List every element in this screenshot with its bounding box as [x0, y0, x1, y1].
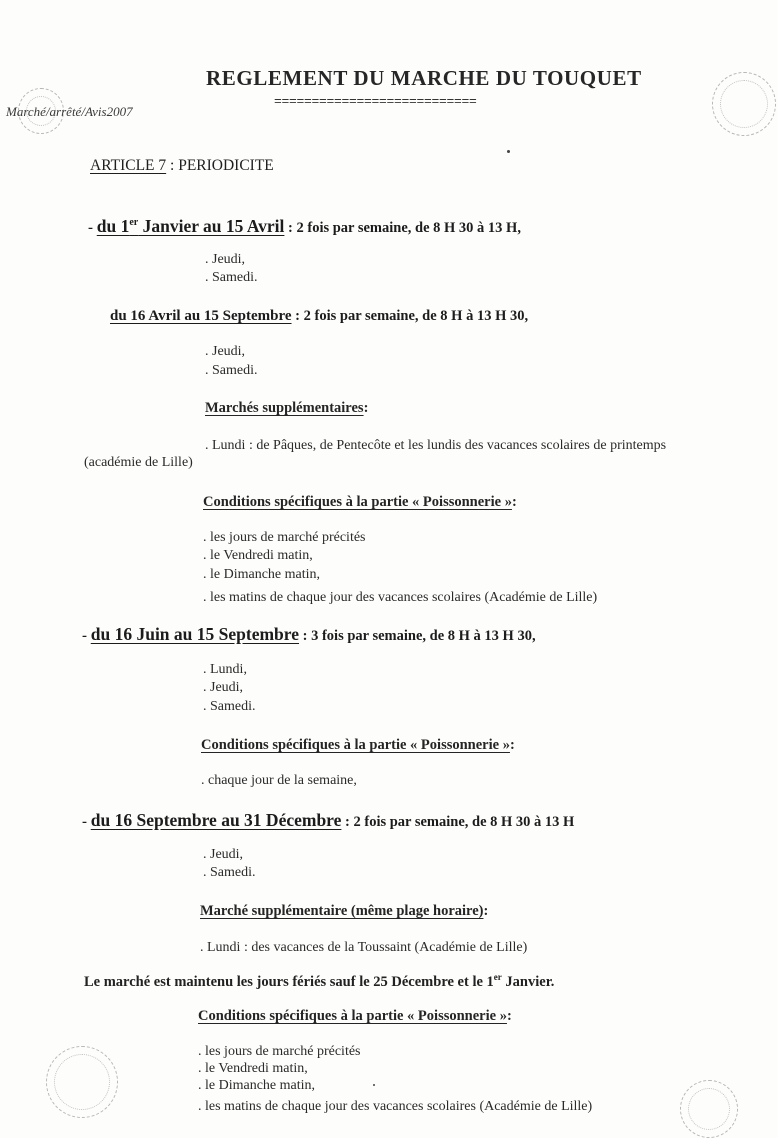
period-2-supplementary-line: . Lundi : de Pâques, de Pentecôte et les lundis des vacances scolaires de printemps — [205, 438, 667, 453]
article-heading: ARTICLE 7 : PERIODICITE — [90, 157, 274, 174]
period-3-day: . Samedi. — [203, 699, 256, 714]
official-stamp-top-right — [712, 72, 776, 136]
final-fish-item: . le Vendredi matin, — [198, 1061, 308, 1076]
period-2-heading: du 16 Avril au 15 Septembre : 2 fois par semaine, de 8 H à 13 H 30, — [110, 308, 529, 324]
period-1-day: . Samedi. — [205, 270, 258, 285]
final-fish-item: . le Dimanche matin, — [198, 1078, 316, 1093]
final-fish-item: . les matins de chaque jour des vacances scolaires (Académie de Lille) — [198, 1099, 593, 1114]
period-2-supplementary-heading: Marchés supplémentaires: — [205, 400, 369, 416]
title-underline-rule: =========================== — [274, 94, 477, 109]
document-reference: Marché/arrêté/Avis2007 — [6, 104, 133, 119]
period-4-day: . Jeudi, — [203, 847, 244, 862]
official-stamp-bottom-left — [46, 1046, 118, 1118]
period-4-heading: - du 16 Septembre au 31 Décembre : 2 fois par semaine, de 8 H 30 à 13 H — [82, 810, 575, 830]
scan-speck — [507, 150, 510, 153]
final-fish-heading: Conditions spécifiques à la partie « Poissonnerie »: — [198, 1008, 512, 1024]
period-4-day: . Samedi. — [203, 865, 256, 880]
period-2-supplementary-line: (académie de Lille) — [84, 455, 193, 470]
period-1-day: . Jeudi, — [205, 252, 246, 267]
page-title: REGLEMENT DU MARCHE DU TOUQUET — [206, 66, 642, 90]
period-3-day: . Jeudi, — [203, 680, 244, 695]
period-3-day: . Lundi, — [203, 662, 247, 677]
period-2-day: . Samedi. — [205, 363, 258, 378]
final-fish-item: . les jours de marché précités — [198, 1044, 361, 1059]
period-3-fish-item: . chaque jour de la semaine, — [201, 773, 357, 788]
period-2-fish-item: . les matins de chaque jour des vacances scolaires (Académie de Lille) — [203, 590, 598, 605]
period-3-heading: - du 16 Juin au 15 Septembre : 3 fois par semaine, de 8 H à 13 H 30, — [82, 624, 536, 644]
period-2-fish-item: . le Vendredi matin, — [203, 548, 313, 563]
period-3-fish-heading: Conditions spécifiques à la partie « Poissonnerie »: — [201, 737, 515, 753]
period-2-fish-heading: Conditions spécifiques à la partie « Poissonnerie »: — [203, 494, 517, 510]
period-2-fish-item: . le Dimanche matin, — [203, 567, 321, 582]
period-2-fish-item: . les jours de marché précités — [203, 530, 366, 545]
period-4-supplementary-line: . Lundi : des vacances de la Toussaint (Académie de Lille) — [200, 940, 528, 955]
period-2-day: . Jeudi, — [205, 344, 246, 359]
period-1-heading: - du 1er Janvier au 15 Avril : 2 fois par semaine, de 8 H 30 à 13 H, — [88, 216, 521, 236]
official-stamp-bottom-right — [680, 1080, 738, 1138]
holiday-note: Le marché est maintenu les jours fériés sauf le 25 Décembre et le 1er Janvier. — [84, 972, 555, 990]
scan-speck — [373, 1084, 375, 1086]
period-4-supplementary-heading: Marché supplémentaire (même plage horaire): — [200, 903, 489, 919]
